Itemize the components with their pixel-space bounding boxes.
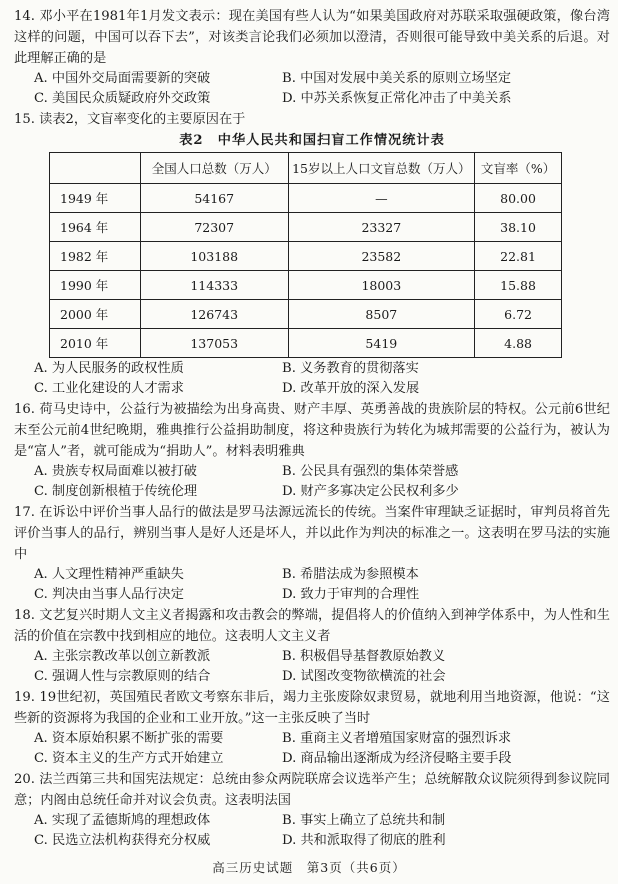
option-b[interactable]: B. 义务教育的贯彻落实	[282, 361, 419, 376]
illiterate-cell: 18003	[288, 271, 475, 300]
rate-cell: 6.72	[475, 300, 562, 329]
table-row	[50, 300, 562, 329]
rate-cell: 22.81	[475, 242, 562, 271]
table-row	[50, 271, 562, 300]
option-c[interactable]: C. 判决由当事人品行决定	[34, 587, 184, 602]
question-14	[14, 6, 610, 109]
option-d[interactable]: D. 财产多寡决定公民权利多少	[282, 484, 459, 499]
rate-cell: 15.88	[475, 271, 562, 300]
population-cell: 126743	[140, 300, 288, 329]
question-stem: 14. 邓小平在1981年1月发文表示：现在美国有些人认为“如果美国政府对苏联采取强硬政策，像台湾这样的问题，中国可以吞下去”，对该类言论我们必须加以澄清，否则很可能导致中美关系的后退。对此理解正确的是	[14, 9, 610, 66]
option-c[interactable]: C. 资本主义的生产方式开始建立	[34, 751, 224, 766]
year-cell: 1964 年	[50, 213, 141, 242]
rate-cell: 4.88	[475, 329, 562, 358]
table-row	[50, 213, 562, 242]
rate-cell: 38.10	[475, 213, 562, 242]
option-a[interactable]: A. 贵族专权局面难以被打破	[34, 464, 197, 479]
question-20	[14, 769, 610, 851]
options	[14, 729, 610, 769]
option-d[interactable]: D. 商品输出逐渐成为经济侵略主要手段	[282, 751, 512, 766]
illiterate-cell: 5419	[288, 329, 475, 358]
option-a[interactable]: A. 中国外交局面需要新的突破	[34, 71, 211, 86]
table-header: 全国人口总数（万人）	[140, 153, 288, 184]
population-cell: 54167	[140, 184, 288, 213]
year-cell: 2010 年	[50, 329, 141, 358]
illiterate-cell: 8507	[288, 300, 475, 329]
option-a[interactable]: A. 资本原始积累不断扩张的需要	[34, 731, 224, 746]
page-footer: 高三历史试题 第3页（共6页）	[212, 860, 406, 875]
option-d[interactable]: D. 试图改变物欲横流的社会	[282, 669, 446, 684]
option-a[interactable]: A. 实现了孟德斯鸠的理想政体	[34, 813, 211, 828]
population-cell: 114333	[140, 271, 288, 300]
question-16	[14, 399, 610, 502]
table-header: 15岁以上人口文盲总数（万人）	[288, 153, 475, 184]
illiterate-cell: 23327	[288, 213, 475, 242]
option-c[interactable]: C. 工业化建设的人才需求	[34, 381, 184, 396]
table-header: 文盲率（%）	[475, 153, 562, 184]
question-stem: 15. 读表2，文盲率变化的主要原因在于	[14, 112, 246, 127]
options	[14, 359, 610, 399]
table-header-row	[50, 153, 562, 184]
option-c[interactable]: C. 强调人性与宗教原则的结合	[34, 669, 211, 684]
option-d[interactable]: D. 中苏关系恢复正常化冲击了中美关系	[282, 91, 512, 106]
options	[14, 565, 610, 605]
table-row	[50, 329, 562, 358]
population-cell: 137053	[140, 329, 288, 358]
option-b[interactable]: B. 事实上确立了总统共和制	[282, 813, 446, 828]
options	[14, 811, 610, 851]
question-stem: 16. 荷马史诗中，公益行为被描绘为出身高贵、财产丰厚、英勇善战的贵族阶层的特权。公元前6世纪末至公元前4世纪晚期，雅典推行公益捐助制度，将这种贵族行为转化为城邦需要的公益行为，被认为是“富人”者，就可能成为“捐助人”。材料表明雅典	[14, 402, 610, 459]
rate-cell: 80.00	[475, 184, 562, 213]
illiterate-cell: 23582	[288, 242, 475, 271]
question-15	[14, 109, 610, 399]
literacy-table	[49, 152, 562, 358]
option-c[interactable]: C. 制度创新根植于传统伦理	[34, 484, 198, 499]
question-18	[14, 605, 610, 687]
illiterate-cell: —	[288, 184, 475, 213]
options	[14, 462, 610, 502]
population-cell: 103188	[140, 242, 288, 271]
option-a[interactable]: A. 主张宗教改革以创立新教派	[34, 649, 211, 664]
option-b[interactable]: B. 积极倡导基督教原始教义	[282, 649, 446, 664]
year-cell: 1990 年	[50, 271, 141, 300]
option-b[interactable]: B. 中国对发展中美关系的原则立场坚定	[282, 71, 512, 86]
option-d[interactable]: D. 致力于审判的合理性	[282, 587, 420, 602]
year-cell: 1949 年	[50, 184, 141, 213]
question-stem: 18. 文艺复兴时期人文主义者揭露和攻击教会的弊端，提倡将人的价值纳入到神学体系中，为人性和生活的价值在宗教中找到相应的地位。这表明人文主义者	[14, 608, 610, 644]
table-caption: 表2 中华人民共和国扫盲工作情况统计表	[179, 133, 445, 148]
option-c[interactable]: C. 民选立法机构获得充分权威	[34, 833, 211, 848]
exam-page	[14, 4, 610, 851]
option-d[interactable]: D. 共和派取得了彻底的胜利	[282, 833, 446, 848]
question-stem: 17. 在诉讼中评价当事人品行的做法是罗马法源远流长的传统。当案件审理缺乏证据时，审判员将首先评价当事人的品行，辨别当事人是好人还是坏人，并以此作为判决的标准之一。这表明在罗马法的实施中	[14, 505, 610, 562]
options	[14, 647, 610, 687]
option-b[interactable]: B. 希腊法成为参照模本	[282, 567, 419, 582]
table-row	[50, 242, 562, 271]
population-cell: 72307	[140, 213, 288, 242]
question-19	[14, 687, 610, 769]
table-header	[50, 153, 141, 184]
table-row	[50, 184, 562, 213]
option-a[interactable]: A. 人文理性精神严重缺失	[34, 567, 184, 582]
options	[14, 69, 610, 109]
year-cell: 1982 年	[50, 242, 141, 271]
option-c[interactable]: C. 美国民众质疑政府外交政策	[34, 91, 211, 106]
question-stem: 19. 19世纪初，英国殖民者欧文考察东非后，竭力主张废除奴隶贸易，就地利用当地资源，他说：“这些新的资源将为我国的企业和工业开放。”这一主张反映了当时	[14, 690, 610, 726]
question-17	[14, 502, 610, 605]
option-d[interactable]: D. 改革开放的深入发展	[282, 381, 420, 396]
option-b[interactable]: B. 重商主义者增殖国家财富的强烈诉求	[282, 731, 512, 746]
year-cell: 2000 年	[50, 300, 141, 329]
question-stem: 20. 法兰西第三共和国宪法规定：总统由参众两院联席会议选举产生；总统解散众议院须得到参议院同意；内阁由总统任命并对议会负责。这表明法国	[14, 772, 610, 808]
option-b[interactable]: B. 公民具有强烈的集体荣誉感	[282, 464, 459, 479]
option-a[interactable]: A. 为人民服务的政权性质	[34, 361, 184, 376]
